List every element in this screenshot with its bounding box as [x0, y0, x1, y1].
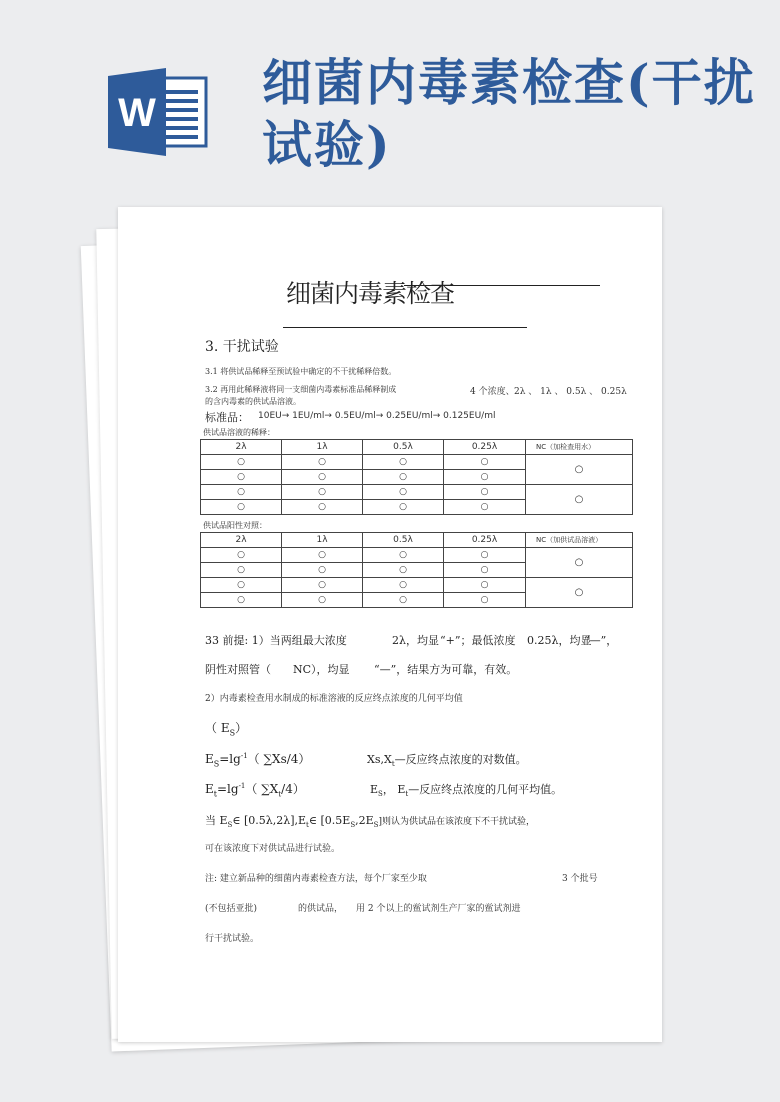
- table-cell: ○: [282, 578, 363, 593]
- table-row: [201, 455, 633, 470]
- nc-header-cell: NC（加检查用水）: [526, 440, 633, 455]
- table-row: [201, 578, 633, 593]
- table-header-cell: 0.25λ: [444, 533, 526, 548]
- standard-values: 10EU→ 1EU/ml→ 0.5EU/ml→ 0.25EU/ml→ 0.125EU/ml: [258, 411, 496, 421]
- table-header-cell: 1λ: [282, 440, 363, 455]
- table-cell: ○: [282, 548, 363, 563]
- standard-label: 标准品：: [205, 411, 249, 424]
- section-3-2-text-c: 4 个浓度、: [470, 387, 515, 397]
- table-row: [201, 533, 633, 548]
- section-3-2-text-a: 3.2 再用此稀释液将同一支细菌内毒素标准品稀释制成: [205, 385, 397, 394]
- table-header-cell: 1λ: [282, 533, 363, 548]
- table-header-cell: 0.5λ: [363, 440, 444, 455]
- word-logo-letter: W: [118, 91, 156, 135]
- table-cell: ○: [444, 455, 526, 470]
- table-cell: ○: [444, 500, 526, 515]
- note-text-b: 3 个批号: [562, 874, 598, 884]
- table-cell: ○: [363, 485, 444, 500]
- table-cell: ○: [282, 500, 363, 515]
- section-3-3-g: NC），均显: [293, 663, 350, 676]
- note-text-d: 的供试品，: [298, 904, 344, 914]
- table-cell: ○: [444, 485, 526, 500]
- table-cell: ○: [444, 563, 526, 578]
- word-logo-icon: [108, 68, 208, 156]
- nc-cell: ○: [526, 455, 633, 485]
- table-cell: ○: [444, 548, 526, 563]
- title-underline-1: [404, 285, 600, 286]
- table-row: [201, 440, 633, 455]
- formula-es-description: $Xs,X_t—$反应终点浓度的对数值。: [367, 753, 527, 769]
- note-text-f: 行干扰试验。: [205, 934, 260, 944]
- nc-cell: ○: [526, 485, 633, 515]
- table-cell: ○: [282, 593, 363, 608]
- table-cell: ○: [282, 470, 363, 485]
- table-cell: ○: [444, 578, 526, 593]
- note-text-c: (不包括亚批): [205, 904, 258, 914]
- formula-et: $E_t=\lg^{-1}$（ $\sum X_t/4$）: [205, 782, 305, 799]
- nc-cell: ○: [526, 578, 633, 608]
- banner-title: 细菌内毒素检查(干扰试验): [262, 53, 756, 174]
- table-cell: ○: [201, 485, 282, 500]
- table-cell: ○: [444, 593, 526, 608]
- table-cell: ○: [363, 548, 444, 563]
- section-3-3-a: 33 前提: 1）当两组最大浓度: [205, 634, 347, 647]
- table-2-label: 供试品阳性对照：: [203, 521, 267, 530]
- section-3-3-h: “—”，结果方为可靠，有效。: [374, 663, 518, 676]
- table-cell: ○: [282, 563, 363, 578]
- table-cell: ○: [363, 455, 444, 470]
- table-cell: ○: [201, 500, 282, 515]
- section-3-3-b: 2λ，均显: [392, 634, 439, 647]
- nc-cell: ○: [526, 548, 633, 578]
- formula-es: $E_S=\lg^{-1}$（ ∑Xs/4）: [205, 752, 311, 769]
- table-header-cell: 0.5λ: [363, 533, 444, 548]
- table-cell: ○: [363, 578, 444, 593]
- table-header-cell: 2λ: [201, 533, 282, 548]
- table-cell: ○: [363, 470, 444, 485]
- formula-et-description: $E_S$， $E_t—$反应终点浓度的几何平均值。: [370, 783, 563, 799]
- nc-header-cell: NC（加供试品溶液）: [526, 533, 633, 548]
- es-label: （ $E_S$）: [205, 721, 248, 738]
- section-3-3-d: 0.25λ，均显: [527, 634, 592, 647]
- table-2: [200, 532, 633, 608]
- table-cell: ○: [363, 563, 444, 578]
- note-text-e: 用 2 个以上的鲎试剂生产厂家的鲎试剂进: [356, 904, 521, 914]
- table-1: [200, 439, 633, 515]
- section-3-3-f: 阴性对照管（: [205, 663, 271, 676]
- table-row: [201, 485, 633, 500]
- table-row: [201, 548, 633, 563]
- conclusion-text: 可在该浓度下对供试品进行试验。: [205, 844, 341, 854]
- section-3-3-e: “—”，: [584, 634, 618, 647]
- table-cell: ○: [201, 470, 282, 485]
- table-cell: ○: [201, 563, 282, 578]
- paper-front-sheet: [118, 207, 662, 1042]
- table-cell: ○: [201, 578, 282, 593]
- table-cell: ○: [363, 593, 444, 608]
- section-3-heading: 3. 干扰试验: [205, 339, 279, 355]
- section-2-text: 2）内毒素检查用水制成的标准溶液的反应终点浓度的几何平均值: [205, 694, 463, 704]
- section-3-3-c: “+”；最低浓度: [440, 634, 516, 647]
- table-cell: ○: [201, 593, 282, 608]
- table-1-label: 供试品溶液的稀释：: [203, 428, 275, 437]
- table-cell: ○: [201, 548, 282, 563]
- note-text-a: 注: 建立新品种的细菌内毒素检查方法，每个厂家至少取: [205, 874, 427, 884]
- table-cell: ○: [444, 470, 526, 485]
- table-cell: ○: [282, 485, 363, 500]
- table-cell: ○: [282, 455, 363, 470]
- section-3-2-text-b: 的含内毒素的供试品溶液。: [205, 397, 301, 406]
- section-3-2-text-d: 2λ 、 1λ 、 0.5λ 、 0.25λ: [514, 387, 627, 397]
- condition-text: 当 $E_S\in$ $[0.5\lambda,2\lambda],E_t\in$ $[0.5E_S,2E_S]$则认为供试品在该浓度下不干扰试验，: [205, 814, 535, 830]
- section-3-1-text: 3.1 将供试品稀释至预试验中确定的不干扰稀释倍数。: [205, 367, 397, 376]
- table-cell: ○: [363, 500, 444, 515]
- title-underline-2: [283, 327, 527, 328]
- table-cell: ○: [201, 455, 282, 470]
- document-title: 细菌内毒素检查: [286, 279, 455, 308]
- table-header-cell: 2λ: [201, 440, 282, 455]
- table-header-cell: 0.25λ: [444, 440, 526, 455]
